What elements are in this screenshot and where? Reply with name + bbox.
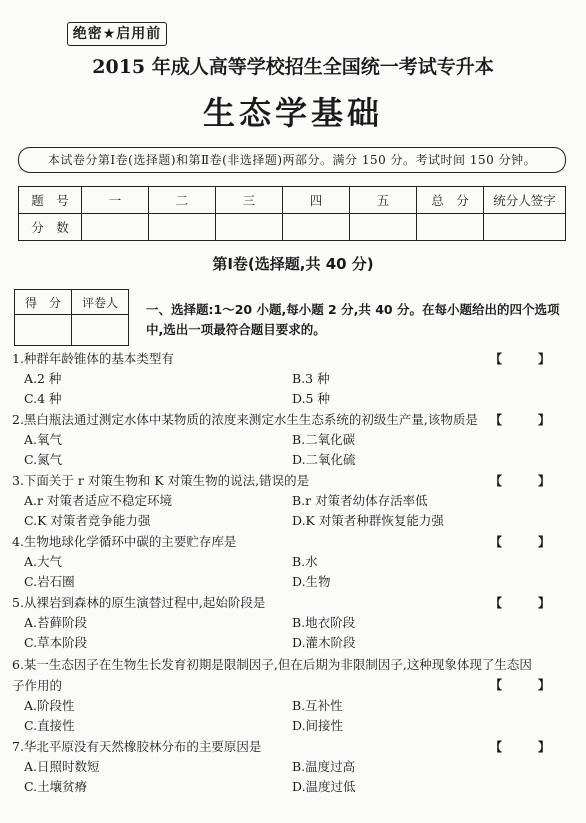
score-input-cell[interactable] bbox=[82, 214, 149, 241]
score-cell: 一 bbox=[82, 187, 149, 214]
option-c[interactable]: C.直接性 bbox=[24, 718, 75, 733]
option-row bbox=[12, 613, 572, 633]
option-row bbox=[12, 716, 572, 736]
option-c[interactable]: C.K 对策者竞争能力强 bbox=[24, 513, 151, 528]
score-input-cell[interactable] bbox=[216, 214, 283, 241]
score-table-score-row bbox=[19, 214, 566, 241]
option-row bbox=[12, 450, 572, 470]
score-cell: 二 bbox=[149, 187, 216, 214]
option-b[interactable]: B.地衣阶段 bbox=[292, 615, 356, 630]
option-row bbox=[12, 696, 572, 716]
option-row bbox=[12, 511, 572, 531]
option-row bbox=[12, 572, 572, 592]
subject-title: 生态学基础 bbox=[202, 94, 383, 132]
score-input-cell[interactable] bbox=[350, 214, 417, 241]
question-stem bbox=[12, 593, 572, 613]
grader-score-header: 得 分 bbox=[15, 290, 72, 315]
question-stem bbox=[12, 349, 572, 369]
question-list bbox=[12, 348, 572, 797]
answer-bracket[interactable]: 【 】 bbox=[489, 596, 562, 610]
option-b[interactable]: B.温度过高 bbox=[292, 759, 356, 774]
score-input-cell[interactable] bbox=[149, 214, 216, 241]
answer-bracket[interactable]: 【 】 bbox=[489, 474, 562, 488]
score-cell: 三 bbox=[216, 187, 283, 214]
grader-name-header: 评卷人 bbox=[72, 290, 129, 315]
option-d[interactable]: D.二氧化硫 bbox=[292, 452, 356, 467]
score-row-label: 分 数 bbox=[19, 214, 82, 241]
option-row bbox=[12, 633, 572, 653]
option-b[interactable]: B.互补性 bbox=[292, 698, 343, 713]
score-input-cell[interactable] bbox=[417, 214, 484, 241]
score-input-cell[interactable] bbox=[283, 214, 350, 241]
option-a[interactable]: A.大气 bbox=[24, 554, 63, 569]
grader-name-cell[interactable] bbox=[72, 315, 129, 346]
option-d[interactable]: D.间接性 bbox=[292, 718, 344, 733]
option-a[interactable]: A.氧气 bbox=[24, 432, 63, 447]
option-row bbox=[12, 369, 572, 389]
score-cell: 四 bbox=[283, 187, 350, 214]
confidential-badge: 绝密★启用前 bbox=[67, 22, 167, 46]
grader-table bbox=[14, 289, 129, 346]
score-cell: 统分人签字 bbox=[484, 187, 566, 214]
option-b[interactable]: B.r 对策者幼体存活率低 bbox=[292, 493, 428, 508]
question-text: 1.种群年龄锥体的基本类型有 bbox=[12, 351, 174, 366]
option-d[interactable]: D.5 种 bbox=[292, 391, 330, 406]
answer-bracket[interactable]: 【 】 bbox=[489, 678, 562, 692]
option-d[interactable]: D.生物 bbox=[292, 574, 331, 589]
score-input-cell[interactable] bbox=[484, 214, 566, 241]
answer-bracket[interactable]: 【 】 bbox=[489, 535, 562, 549]
answer-bracket[interactable]: 【 】 bbox=[489, 740, 562, 754]
question-text: 6.某一生态因子在生物生长发育初期是限制因子,但在后期为非限制因子,这种现象体现了生态因子作用的 bbox=[12, 657, 532, 693]
score-table-header-row bbox=[19, 187, 566, 214]
section-title: 第Ⅰ卷(选择题,共 40 分) bbox=[212, 255, 374, 273]
option-row bbox=[12, 552, 572, 572]
option-c[interactable]: C.草本阶段 bbox=[24, 635, 88, 650]
question-text: 5.从裸岩到森林的原生演替过程中,起始阶段是 bbox=[12, 595, 266, 610]
option-c[interactable]: C.4 种 bbox=[24, 391, 62, 406]
option-d[interactable]: D.温度过低 bbox=[292, 779, 356, 794]
option-a[interactable]: A.r 对策者适应不稳定环境 bbox=[24, 493, 172, 508]
score-cell: 题 号 bbox=[19, 187, 82, 214]
score-table bbox=[18, 186, 566, 241]
question-text: 4.生物地球化学循环中碳的主要贮存库是 bbox=[12, 534, 237, 549]
question-text: 3.下面关于 r 对策生物和 K 对策生物的说法,错误的是 bbox=[12, 473, 310, 488]
question-stem bbox=[12, 737, 572, 757]
option-c[interactable]: C.土壤贫瘠 bbox=[24, 779, 88, 794]
option-b[interactable]: B.水 bbox=[292, 554, 318, 569]
option-c[interactable]: C.氮气 bbox=[24, 452, 63, 467]
score-cell: 总 分 bbox=[417, 187, 484, 214]
exam-notice: 本试卷分第Ⅰ卷(选择题)和第Ⅱ卷(非选择题)两部分。满分 150 分。考试时间 150 分钟。 bbox=[18, 147, 566, 173]
option-row bbox=[12, 491, 572, 511]
question-stem bbox=[12, 654, 572, 696]
option-d[interactable]: D.灌木阶段 bbox=[292, 635, 356, 650]
option-row bbox=[12, 389, 572, 409]
grader-score-cell[interactable] bbox=[15, 315, 72, 346]
answer-bracket[interactable]: 【 】 bbox=[489, 352, 562, 366]
option-row bbox=[12, 430, 572, 450]
option-c[interactable]: C.岩石圈 bbox=[24, 574, 75, 589]
question-stem bbox=[12, 410, 572, 430]
question-text: 2.黑白瓶法通过测定水体中某物质的浓度来测定水生生态系统的初级生产量,该物质是 bbox=[12, 412, 478, 427]
option-row bbox=[12, 757, 572, 777]
option-a[interactable]: A.2 种 bbox=[24, 371, 62, 386]
option-row bbox=[12, 777, 572, 797]
exam-title: 2015 年成人高等学校招生全国统一考试专升本 bbox=[92, 56, 494, 78]
score-cell: 五 bbox=[350, 187, 417, 214]
option-a[interactable]: A.阶段性 bbox=[24, 698, 75, 713]
option-b[interactable]: B.二氧化碳 bbox=[292, 432, 356, 447]
question-stem bbox=[12, 532, 572, 552]
answer-bracket[interactable]: 【 】 bbox=[489, 413, 562, 427]
question-text: 7.华北平原没有天然橡胶林分布的主要原因是 bbox=[12, 739, 262, 754]
section-instruction: 一、选择题:1～20 小题,每小题 2 分,共 40 分。在每小题给出的四个选项中,选出一项最符合题目要求的。 bbox=[146, 302, 560, 337]
question-stem bbox=[12, 471, 572, 491]
option-b[interactable]: B.3 种 bbox=[292, 371, 330, 386]
option-d[interactable]: D.K 对策者种群恢复能力强 bbox=[292, 513, 444, 528]
option-a[interactable]: A.日照时数短 bbox=[24, 759, 100, 774]
option-a[interactable]: A.苔藓阶段 bbox=[24, 615, 88, 630]
